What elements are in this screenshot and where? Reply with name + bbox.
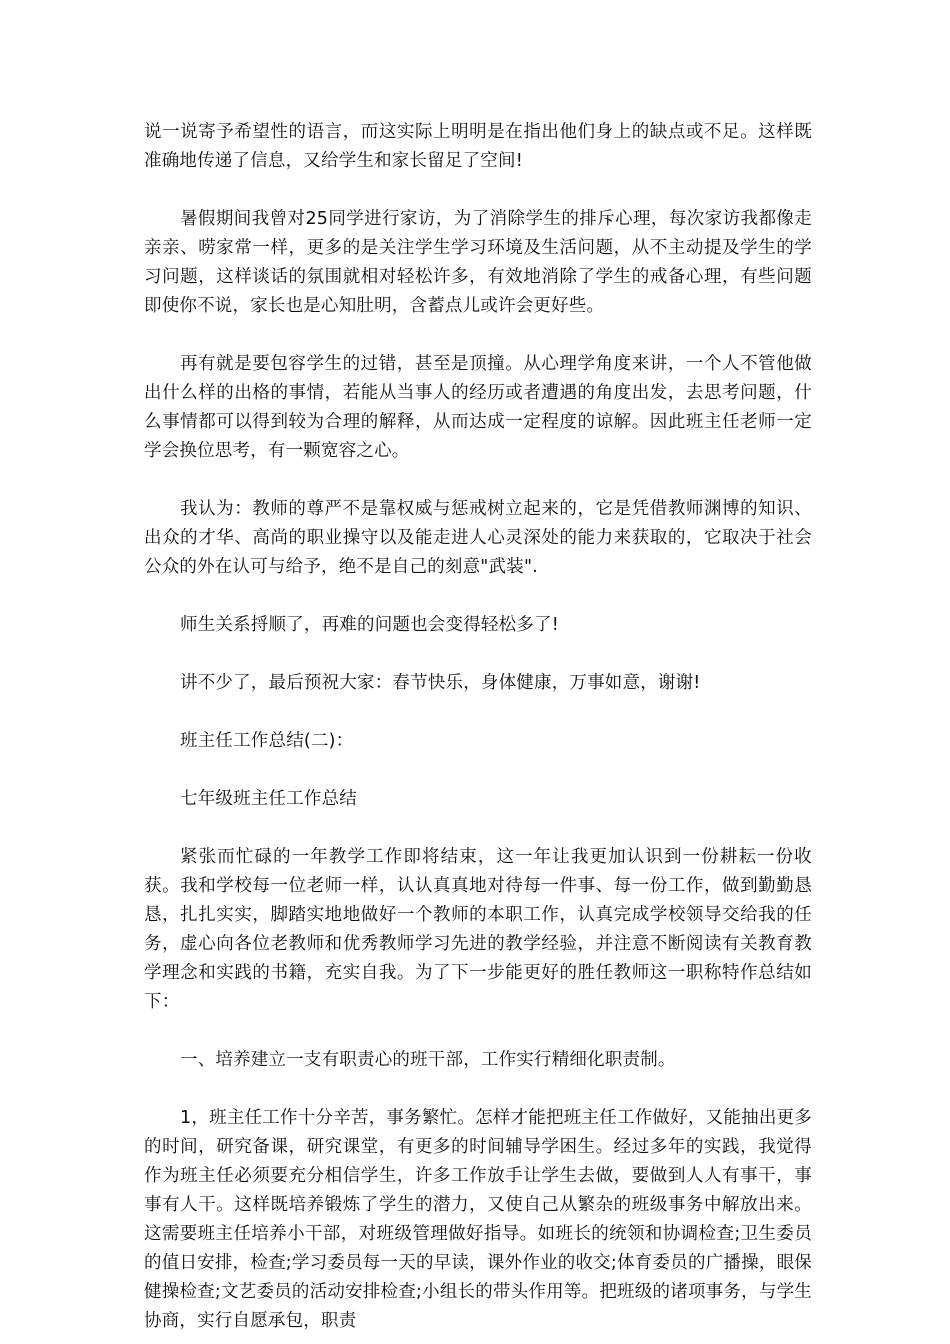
document-page (144, 118, 812, 1336)
paragraph-closing-wishes: 讲不少了，最后预祝大家：春节快乐，身体健康，万事如意，谢谢! (180, 673, 701, 693)
paragraph-intro-summary: 紧张而忙碌的一年教学工作即将结束，这一年让我更加认识到一份耕耘一份收获。我和学校每一位老师一样，认认真真地对待每一件事、每一份工作，做到勤勤恳恳，扎扎实实，脚踏实地地做好一个教师的本职工作，认真完成学校领导交给我的任务，虚心向各位老教师和优秀教师学习先进的教学经验，并注意不断阅读有关教育教学理念和实践的书籍，充实自我。为了下一步能更好的胜任教师这一职称特作总结如下： (144, 847, 812, 1012)
section-heading-part-two: 班主任工作总结(二)： (180, 731, 354, 751)
section-title-grade-seven: 七年级班主任工作总结 (180, 789, 357, 809)
paragraph-tolerance: 再有就是要包容学生的过错，甚至是顶撞。从心理学角度来讲，一个人不管他做出什么样的出格的事情，若能从当事人的经历或者遭遇的角度出发，去思考问题，什么事情都可以得到较为合理的解释，从而达成一定程度的谅解。因此班主任老师一定学会换位思考，有一颗宽容之心。 (144, 354, 812, 461)
paragraph-relationship: 师生关系捋顺了，再难的问题也会变得轻松多了! (180, 615, 559, 635)
paragraph-home-visit: 暑假期间我曾对25同学进行家访，为了消除学生的排斥心理，每次家访我都像走亲亲、唠家常一样，更多的是关注学生学习环境及生活问题，从不主动提及学生的学习问题，这样谈话的氛围就相对轻松许多，有效地消除了学生的戒备心理，有些问题即使你不说，家长也是心知肚明，含蓄点儿或许会更好些。 (144, 209, 812, 316)
section-heading-class-cadres: 一、培养建立一支有职责心的班干部，工作实行精细化职责制。 (180, 1050, 676, 1070)
paragraph-item-one: 1，班主任工作十分辛苦，事务繁忙。怎样才能把班主任工作做好，又能抽出更多的时间，研究备课，研究课堂，有更多的时间辅导学困生。经过多年的实践，我觉得作为班主任必须要充分相信学生，许多工作放手让学生去做，要做到人人有事干，事事有人干。这样既培养锻炼了学生的潜力，又使自己从繁杂的班级事务中解放出来。这需要班主任培养小干部，对班级管理做好指导。如班长的统领和协调检查;卫生委员的值日安排，检查;学习委员每一天的早读，课外作业的收交;体育委员的广播操，眼保健操检查;文艺委员的活动安排检查;小组长的带头作用等。把班级的诸项事务，与学生协商，实行自愿承包，职责 (144, 1108, 812, 1331)
paragraph-teacher-dignity: 我认为：教师的尊严不是靠权威与惩戒树立起来的，它是凭借教师渊博的知识、出众的才华、高尚的职业操守以及能走进人心灵深处的能力来获取的，它取决于社会公众的外在认可与给予，绝不是自己的刻意"武装". (144, 499, 812, 577)
paragraph-continuation: 说一说寄予希望性的语言，而这实际上明明是在指出他们身上的缺点或不足。这样既准确地传递了信息，又给学生和家长留足了空间! (144, 122, 812, 171)
